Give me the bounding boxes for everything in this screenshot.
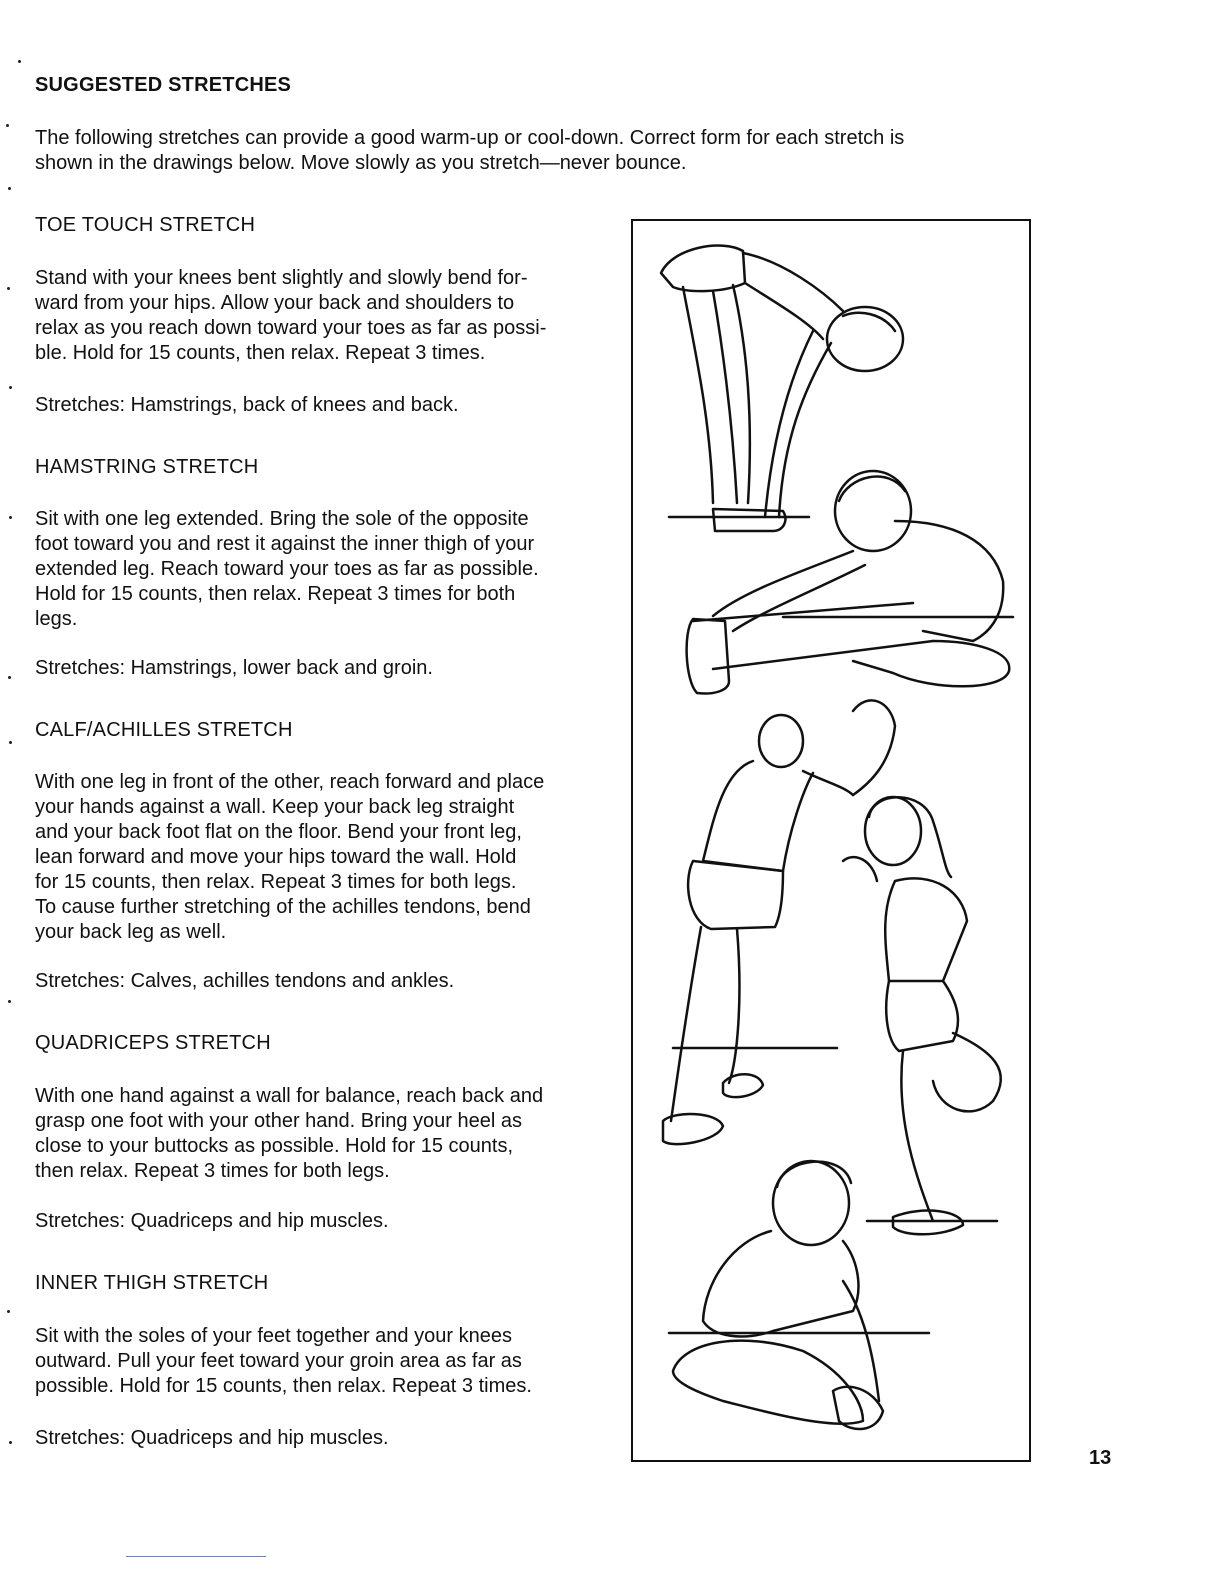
scan-speck xyxy=(9,516,12,519)
description-line: Hold for 15 counts, then relax. Repeat 3 times for both xyxy=(35,583,516,605)
scan-speck xyxy=(9,386,12,389)
intro-paragraph xyxy=(35,126,1025,176)
toe-touch-figure xyxy=(661,246,903,531)
description-line: ward from your hips. Allow your back and shoulders to xyxy=(35,292,515,314)
hamstring-reaching-arm xyxy=(713,551,853,616)
description-line: outward. Pull your feet toward your groin area as far as xyxy=(35,1350,522,1372)
hamstring-head xyxy=(835,471,911,551)
calf-achilles-title: CALF/ACHILLES STRETCH xyxy=(35,719,293,741)
hamstring-figure xyxy=(687,471,1013,694)
toe-touch-head xyxy=(827,307,903,371)
calf-raised-hand xyxy=(853,700,895,795)
description-line: grasp one foot with your other hand. Bring your heel as xyxy=(35,1110,522,1132)
scan-speck xyxy=(7,287,10,290)
description-line: ble. Hold for 15 counts, then relax. Repeat 3 times. xyxy=(35,342,486,364)
quad-shoe xyxy=(893,1211,963,1235)
scan-speck xyxy=(8,187,11,190)
hamstring-foot xyxy=(687,619,729,694)
description-line: With one leg in front of the other, reach forward and place xyxy=(35,771,545,793)
scan-speck xyxy=(9,1441,12,1444)
hamstring-torso xyxy=(895,521,1003,641)
quad-shorts xyxy=(886,981,958,1051)
quadriceps-targets: Stretches: Quadriceps and hip muscles. xyxy=(35,1210,389,1232)
inner-thigh-targets: Stretches: Quadriceps and hip muscles. xyxy=(35,1427,389,1449)
stretch-illustrations xyxy=(633,221,1033,1464)
quad-standing-leg xyxy=(901,1051,933,1221)
toe-touch-chest xyxy=(745,283,823,339)
hamstring-description xyxy=(35,507,605,632)
hamstring-extended-leg xyxy=(693,603,933,669)
toe-touch-arm-inner xyxy=(779,343,831,517)
quadriceps-title: QUADRICEPS STRETCH xyxy=(35,1032,271,1054)
calf-arm xyxy=(803,771,853,795)
description-line: your back leg as well. xyxy=(35,921,227,943)
toe-touch-back xyxy=(743,253,843,311)
description-line: then relax. Repeat 3 times for both legs. xyxy=(35,1160,390,1182)
description-line: lean forward and move your hips toward the wall. Hold xyxy=(35,846,517,868)
toe-touch-back-leg xyxy=(683,287,713,503)
description-line: possible. Hold for 15 counts, then relax. Repeat 3 times. xyxy=(35,1375,532,1397)
quadriceps-description xyxy=(35,1084,605,1184)
page-heading: SUGGESTED STRETCHES xyxy=(35,74,292,96)
scan-speck xyxy=(8,1000,11,1003)
description-line: Sit with the soles of your feet together and your knees xyxy=(35,1325,512,1347)
hamstring-reaching-arm-lower xyxy=(733,565,865,631)
scan-speck xyxy=(8,676,11,679)
toe-touch-targets: Stretches: Hamstrings, back of knees and back. xyxy=(35,394,459,416)
hamstring-targets: Stretches: Hamstrings, lower back and groin. xyxy=(35,657,433,679)
page-number: 13 xyxy=(1089,1447,1112,1469)
scan-speck xyxy=(18,60,21,63)
inner-thigh-figure xyxy=(669,1161,929,1429)
toe-touch-shoes xyxy=(713,509,785,531)
stretch-illustrations-panel xyxy=(631,219,1031,1462)
description-line: relax as you reach down toward your toes as far as possi- xyxy=(35,317,547,339)
scan-speck xyxy=(6,124,9,127)
inner-thigh-arm xyxy=(843,1281,879,1401)
description-line: With one hand against a wall for balance, reach back and xyxy=(35,1085,544,1107)
toe-touch-hair xyxy=(843,313,895,331)
scan-speck xyxy=(9,741,12,744)
description-line: extended leg. Reach toward your toes as far as possible. xyxy=(35,558,539,580)
toe-touch-description xyxy=(35,266,605,366)
quad-hair xyxy=(869,797,951,877)
scan-speck xyxy=(7,1310,10,1313)
description-line: your hands against a wall. Keep your back leg straight xyxy=(35,796,515,818)
description-line: for 15 counts, then relax. Repeat 3 times for both legs. xyxy=(35,871,517,893)
bottom-rule xyxy=(126,1556,266,1557)
toe-touch-arm xyxy=(765,331,813,517)
intro-line: shown in the drawings below. Move slowly as you stretch—never bounce. xyxy=(35,152,687,174)
quadriceps-figure xyxy=(843,797,1001,1234)
hamstring-title: HAMSTRING STRETCH xyxy=(35,456,259,478)
calf-achilles-description xyxy=(35,770,605,945)
calf-back-leg xyxy=(671,927,701,1121)
inner-thigh-title: INNER THIGH STRETCH xyxy=(35,1272,269,1294)
description-line: Sit with one leg extended. Bring the sole of the opposite xyxy=(35,508,529,530)
description-line: and your back foot flat on the floor. Bend your front leg, xyxy=(35,821,522,843)
toe-touch-title: TOE TOUCH STRETCH xyxy=(35,214,256,236)
calf-shorts xyxy=(688,861,783,929)
description-line: close to your buttocks as possible. Hold for 15 counts, xyxy=(35,1135,514,1157)
inner-thigh-legs xyxy=(673,1341,863,1424)
quad-bent-leg xyxy=(933,1033,1001,1111)
quad-wall-hand xyxy=(843,857,877,881)
calf-front-leg xyxy=(729,929,739,1083)
calf-achilles-targets: Stretches: Calves, achilles tendons and ankles. xyxy=(35,970,455,992)
calf-torso xyxy=(703,761,813,871)
intro-line: The following stretches can provide a good warm-up or cool-down. Correct form for each stretch is xyxy=(35,127,905,149)
calf-front-shoe xyxy=(723,1074,763,1097)
calf-head xyxy=(759,715,803,767)
description-line: legs. xyxy=(35,608,78,630)
inner-thigh-description xyxy=(35,1324,605,1399)
quad-torso xyxy=(885,878,967,981)
description-line: foot toward you and rest it against the inner thigh of your xyxy=(35,533,535,555)
inner-thigh-torso xyxy=(703,1231,858,1336)
description-line: To cause further stretching of the achilles tendons, bend xyxy=(35,896,531,918)
description-line: Stand with your knees bent slightly and slowly bend for- xyxy=(35,267,528,289)
calf-achilles-figure xyxy=(663,700,895,1144)
toe-touch-leg-inner xyxy=(713,291,737,503)
